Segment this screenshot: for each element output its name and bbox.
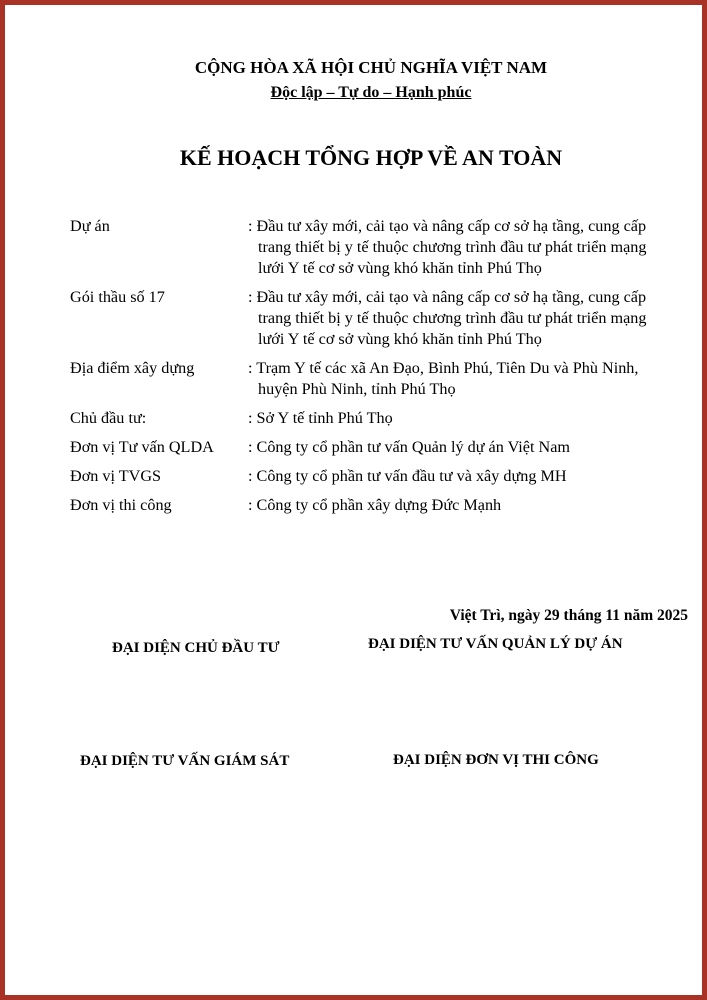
info-label: Đơn vị thi công	[70, 496, 172, 514]
info-label: Dự án	[70, 217, 110, 235]
info-value: : Đầu tư xây mới, cải tạo và nâng cấp cơ sở hạ tầng, cung cấp trang thiết bị y tế thuộc chương trình đầu tư phát triển mạng lưới Y tế cơ sở vùng khó khăn tỉnh Phú Thọ	[248, 288, 647, 348]
info-row-package	[70, 287, 660, 350]
info-label: Đơn vị Tư vấn QLDA	[70, 438, 214, 456]
info-label: Địa điểm xây dựng	[70, 359, 195, 377]
project-info	[70, 216, 660, 524]
info-label: Gói thầu số 17	[70, 288, 165, 306]
info-row-supervision	[70, 466, 660, 487]
signature-project-management: ĐẠI DIỆN TƯ VẤN QUẢN LÝ DỰ ÁN	[368, 636, 623, 652]
info-value: : Đầu tư xây mới, cải tạo và nâng cấp cơ sở hạ tầng, cung cấp trang thiết bị y tế thuộc chương trình đầu tư phát triển mạng lưới Y tế cơ sở vùng khó khăn tỉnh Phú Thọ	[248, 217, 647, 277]
info-row-contractor	[70, 495, 660, 516]
info-label: Chủ đầu tư:	[70, 409, 147, 427]
info-row-project	[70, 216, 660, 279]
national-title: CỘNG HÒA XÃ HỘI CHỦ NGHĨA VIỆT NAM	[194, 58, 548, 77]
info-row-pm-consultant	[70, 437, 660, 458]
signature-contractor: ĐẠI DIỆN ĐƠN VỊ THI CÔNG	[393, 752, 599, 768]
info-value: : Sở Y tế tỉnh Phú Thọ	[248, 409, 393, 427]
signature-supervision: ĐẠI DIỆN TƯ VẤN GIÁM SÁT	[80, 753, 290, 769]
info-value: : Công ty cổ phần tư vấn Quản lý dự án Việt Nam	[248, 438, 570, 456]
signature-investor: ĐẠI DIỆN CHỦ ĐẦU TƯ	[112, 640, 280, 656]
info-value: : Trạm Y tế các xã An Đạo, Bình Phú, Tiên Du và Phù Ninh, huyện Phù Ninh, tỉnh Phú Thọ	[248, 359, 639, 398]
info-label: Đơn vị TVGS	[70, 467, 162, 485]
info-row-location	[70, 358, 660, 400]
info-value: : Công ty cổ phần tư vấn đầu tư và xây dựng MH	[248, 467, 567, 485]
place-date: Việt Trì, ngày 29 tháng 11 năm 2025	[449, 607, 688, 624]
national-motto: Độc lập – Tự do – Hạnh phúc	[270, 84, 472, 101]
document-title: KẾ HOẠCH TỔNG HỢP VỀ AN TOÀN	[179, 145, 563, 170]
info-value: : Công ty cổ phần xây dựng Đức Mạnh	[248, 496, 502, 514]
info-row-investor	[70, 408, 660, 429]
